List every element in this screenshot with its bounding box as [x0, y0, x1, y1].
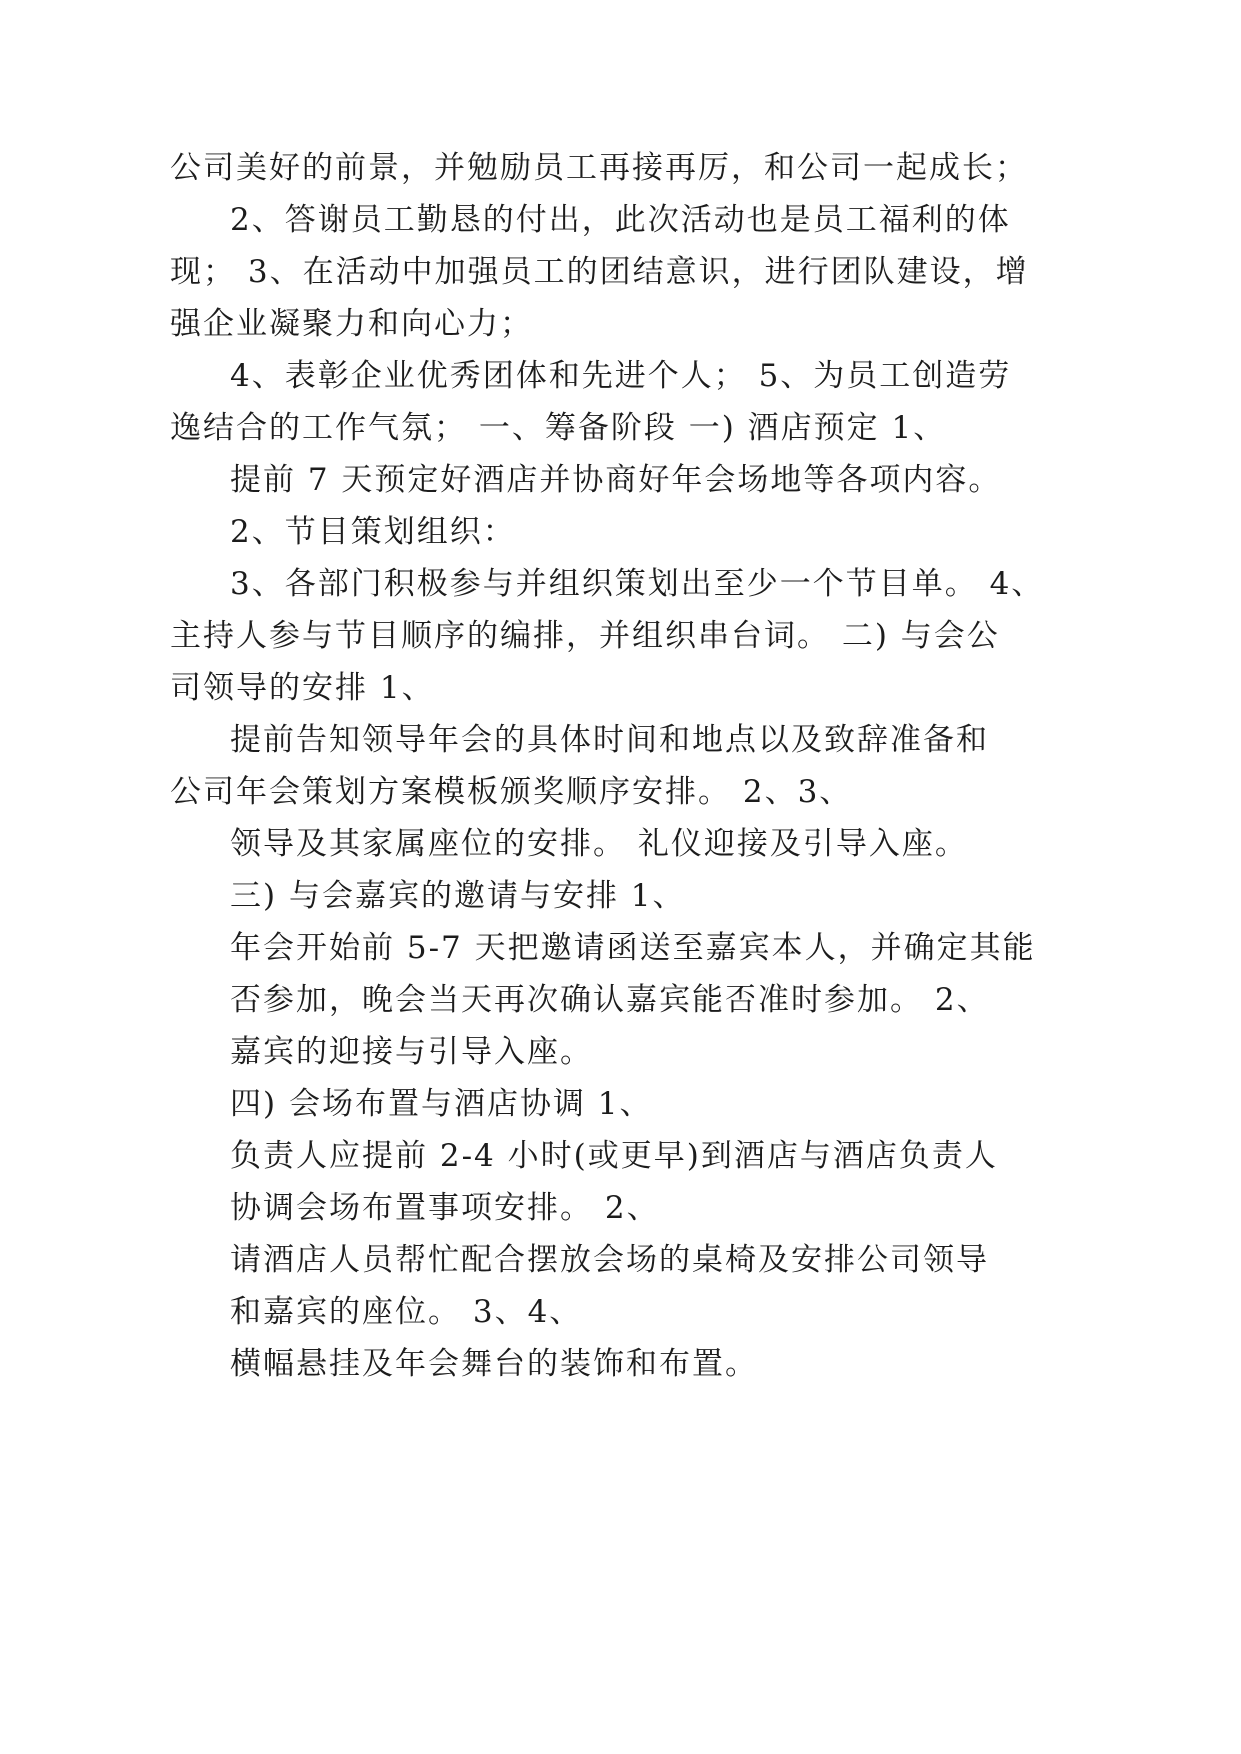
text-line-12: 提前告知领导年会的具体时间和地点以及致辞准备和: [230, 722, 989, 758]
text-line-2: 2、答谢员工勤恳的付出，此次活动也是员工福利的体: [230, 202, 1011, 238]
text-line-14: 领导及其家属座位的安排。 礼仪迎接及引导入座。: [230, 826, 968, 862]
text-line-19: 四) 会场布置与酒店协调 1、: [230, 1086, 653, 1122]
text-line-16: 年会开始前 5-7 天把邀请函送至嘉宾本人，并确定其能: [230, 930, 1036, 966]
text-line-1: 公司美好的前景，并勉励员工再接再厉，和公司一起成长；: [170, 150, 1028, 186]
text-line-8: 2、节目策划组织：: [230, 514, 516, 550]
text-line-5: 4、表彰企业优秀团体和先进个人； 5、为员工创造劳: [230, 358, 1012, 394]
text-line-15: 三) 与会嘉宾的邀请与安排 1、: [230, 878, 686, 914]
text-line-10: 主持人参与节目顺序的编排，并组织串台词。 二) 与会公: [170, 618, 1000, 654]
text-line-11: 司领导的安排 1、: [170, 670, 435, 706]
text-line-4: 强企业凝聚力和向心力；: [170, 306, 533, 342]
text-line-6: 逸结合的工作气氛； 一、筹备阶段 一) 酒店预定 1、: [170, 410, 947, 446]
text-line-22: 请酒店人员帮忙配合摆放会场的桌椅及安排公司领导: [230, 1242, 989, 1278]
text-line-9: 3、各部门积极参与并组织策划出至少一个节目单。 4、: [230, 566, 1045, 602]
text-line-3: 现； 3、在活动中加强员工的团结意识，进行团队建设，增: [170, 254, 1029, 290]
text-line-13: 公司年会策划方案模板颁奖顺序安排。 2、3、: [170, 774, 853, 810]
text-line-20: 负责人应提前 2-4 小时(或更早)到酒店与酒店负责人: [230, 1138, 998, 1174]
text-line-21: 协调会场布置事项安排。 2、: [230, 1190, 660, 1226]
text-line-17: 否参加，晚会当天再次确认嘉宾能否准时参加。 2、: [230, 982, 990, 1018]
text-line-24: 横幅悬挂及年会舞台的装饰和布置。: [230, 1346, 758, 1382]
text-line-18: 嘉宾的迎接与引导入座。: [230, 1034, 593, 1070]
text-line-7: 提前 7 天预定好酒店并协商好年会场地等各项内容。: [230, 462, 1002, 498]
text-line-23: 和嘉宾的座位。 3、4、: [230, 1294, 583, 1330]
